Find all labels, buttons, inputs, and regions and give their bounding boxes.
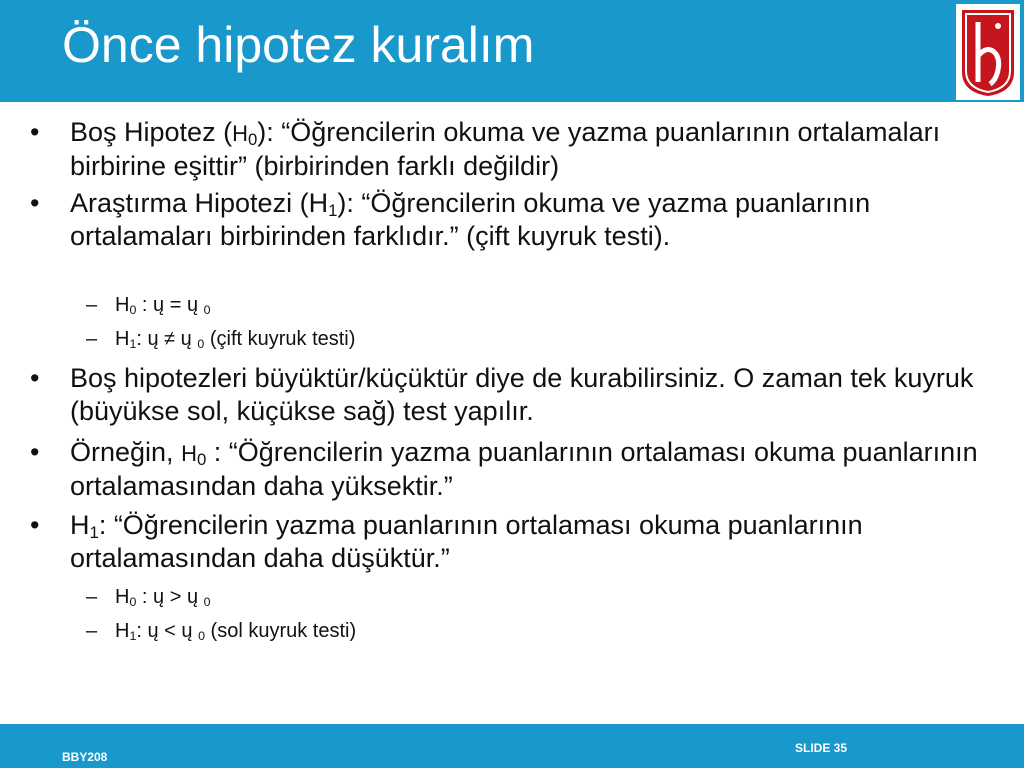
bullet-marker: •	[30, 437, 40, 467]
bullet-marker: •	[30, 188, 40, 218]
formula-text: $H_0$ : ų > ų $_0$	[115, 586, 211, 610]
formula-text: $H_1$: ų < ų $_0$ (sol kuyruk testi)	[115, 620, 357, 644]
bullet-marker: •	[30, 117, 40, 147]
bullet-marker: •	[30, 363, 40, 393]
slide-title: Önce hipotez kuralım	[62, 17, 535, 73]
bullet-marker: •	[30, 510, 40, 540]
dash-marker: –	[86, 586, 98, 608]
bullet-text: Boş Hipotez $(H_0)$: “Öğrencilerin okuma ve yazma puanlarının ortalamaları birbirine eşittir” (birbirinden farklı değildir)	[70, 117, 941, 181]
dash-marker: –	[86, 328, 98, 350]
slide-number: SLIDE 35	[795, 741, 848, 755]
formula-text: $H_1$: ų ≠ ų $_0$ (çift kuyruk testi)	[115, 328, 356, 352]
bullet-text: $H_1$: “Öğrencilerin yazma puanlarının ortalaması okuma puanlarının ortalamasından daha düşüktür.”	[70, 510, 863, 573]
bullet-text: Boş hipotezleri büyüktür/küçüktür diye de kurabilirsiniz. O zaman tek kuyruk (büyükse sol, küçükse sağ) test yapılır.	[70, 363, 974, 426]
dash-marker: –	[86, 294, 98, 316]
bullet-text: Örneğin, $H_0$ : “Öğrencilerin yazma puanlarının ortalaması okuma puanlarının ortalamasından daha yüksektir.”	[70, 437, 978, 501]
bullet-text: Araştırma Hipotezi $(H_1)$: “Öğrencilerin okuma ve yazma puanlarının ortalamaları birbirinden farklıdır.” (çift kuyruk testi).	[70, 188, 871, 251]
formula-text: $H_0$ : ų = ų $_0$	[115, 294, 211, 318]
dash-marker: –	[86, 620, 98, 642]
footer-bar	[0, 724, 1024, 768]
course-code: BBY208	[62, 750, 108, 764]
